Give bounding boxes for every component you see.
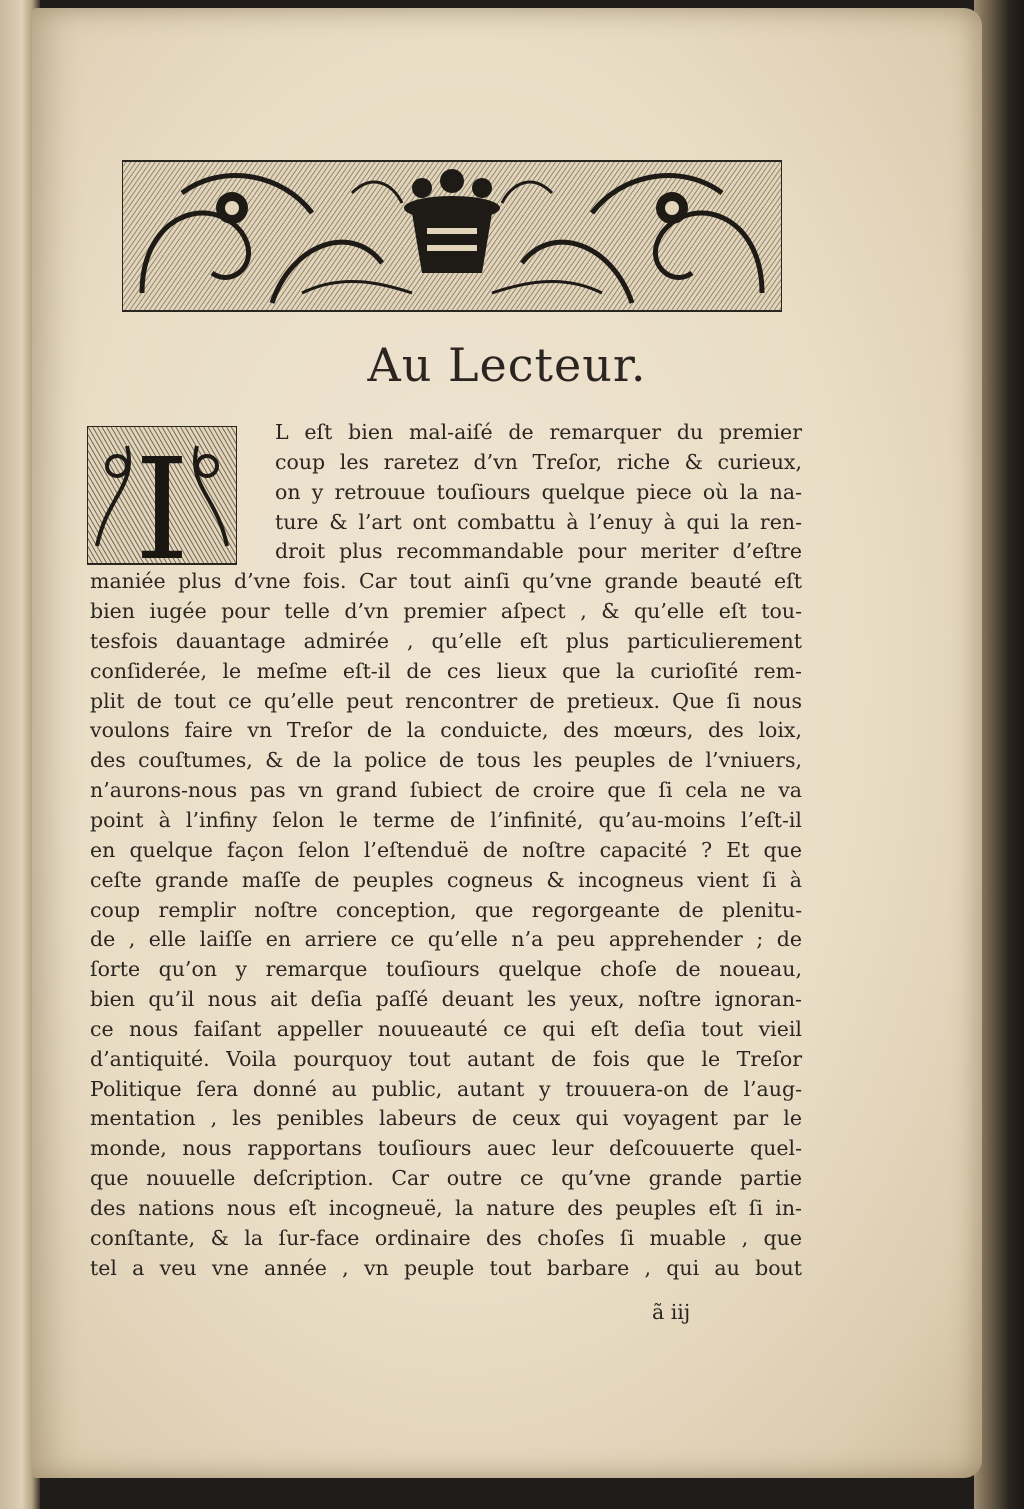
signature-mark: ã iij xyxy=(652,1300,691,1324)
text-line: L eſt bien mal-aiſé de remarquer du premier xyxy=(275,420,802,444)
text-line: bien iugée pour telle d’vn premier aſpect , & qu’elle eſt tou- xyxy=(90,599,802,624)
text-line: n’aurons-nous pas vn grand ſubiect de croire que ſi cela ne va xyxy=(90,778,802,803)
text-line: tel a veu vne année , vn peuple tout barbare , qui au bout xyxy=(90,1255,802,1280)
text-line: monde, nous rapportans touſiours auec leur deſcouuerte quel- xyxy=(90,1136,802,1161)
text-line: en quelque façon ſelon l’eſtenduë de noſtre capacité ? Et que xyxy=(90,837,802,862)
text-line: des nations nous eſt incogneuë, la nature des peuples eſt ſi in- xyxy=(90,1195,802,1220)
text-line: coup remplir noſtre conception, que regorgeante de plenitu- xyxy=(90,897,802,922)
text-line: bien qu’il nous ait deſia paſſé deuant les yeux, noſtre ignoran- xyxy=(90,987,802,1012)
body-text xyxy=(90,418,802,1283)
text-line: maniée plus d’vne fois. Car tout ainſi qu’vne grande beauté eſt xyxy=(90,569,802,594)
text-line: ce nous faiſant appeller nouueauté ce qui eſt deſia tout vieil xyxy=(90,1016,802,1041)
text-line: plit de tout ce qu’elle peut rencontrer de pretieux. Que ſi nous xyxy=(90,688,802,713)
text-line: ture & l’art ont combattu à l’enuy à qui la ren- xyxy=(275,509,802,534)
text-line: conſiderée, le meſme eſt-il de ces lieux que la curioſité rem- xyxy=(90,658,802,683)
text-line: on y retrouue touſiours quelque piece où la na- xyxy=(275,479,802,504)
text-line: coup les raretez d’vn Treſor, riche & curieux, xyxy=(275,449,802,474)
book-page xyxy=(32,8,982,1478)
page-title: Au Lecteur. xyxy=(367,338,647,392)
text-line: droit plus recommandable pour meriter d’eſtre xyxy=(275,539,802,564)
dropcap-letter: I xyxy=(134,429,190,576)
text-line: voulons faire vn Treſor de la conduicte, des mœurs, des loix, xyxy=(90,718,802,743)
text-line: Politique ſera donné au public, autant y trouuera-on de l’aug- xyxy=(90,1076,802,1101)
text-line: ceſte grande maſſe de peuples cogneus & incogneus vient ſi à xyxy=(90,867,802,892)
text-line: ſorte qu’on y remarque touſiours quelque choſe de noueau, xyxy=(90,957,802,982)
text-line: que nouuelle deſcription. Car outre ce qu’vne grande partie xyxy=(90,1166,802,1191)
text-line: mentation , les penibles labeurs de ceux qui voyagent par le xyxy=(90,1106,802,1131)
text-line: conſtante, & la ſur-face ordinaire des choſes ſi muable , que xyxy=(90,1225,802,1250)
text-line: des couſtumes, & de la police de tous les peuples de l’vniuers, xyxy=(90,748,802,773)
ornamental-headpiece-icon xyxy=(122,153,782,323)
text-line: tesfois dauantage admirée , qu’elle eſt plus particulierement xyxy=(90,628,802,653)
text-line: de , elle laiſſe en arriere ce qu’elle n’a peu apprehender ; de xyxy=(90,927,802,952)
text-line: d’antiquité. Voila pourquoy tout autant de fois que le Treſor xyxy=(90,1046,802,1071)
text-line: point à l’infiny ſelon le terme de l’infinité, qu’au-moins l’eſt-il xyxy=(90,807,802,832)
